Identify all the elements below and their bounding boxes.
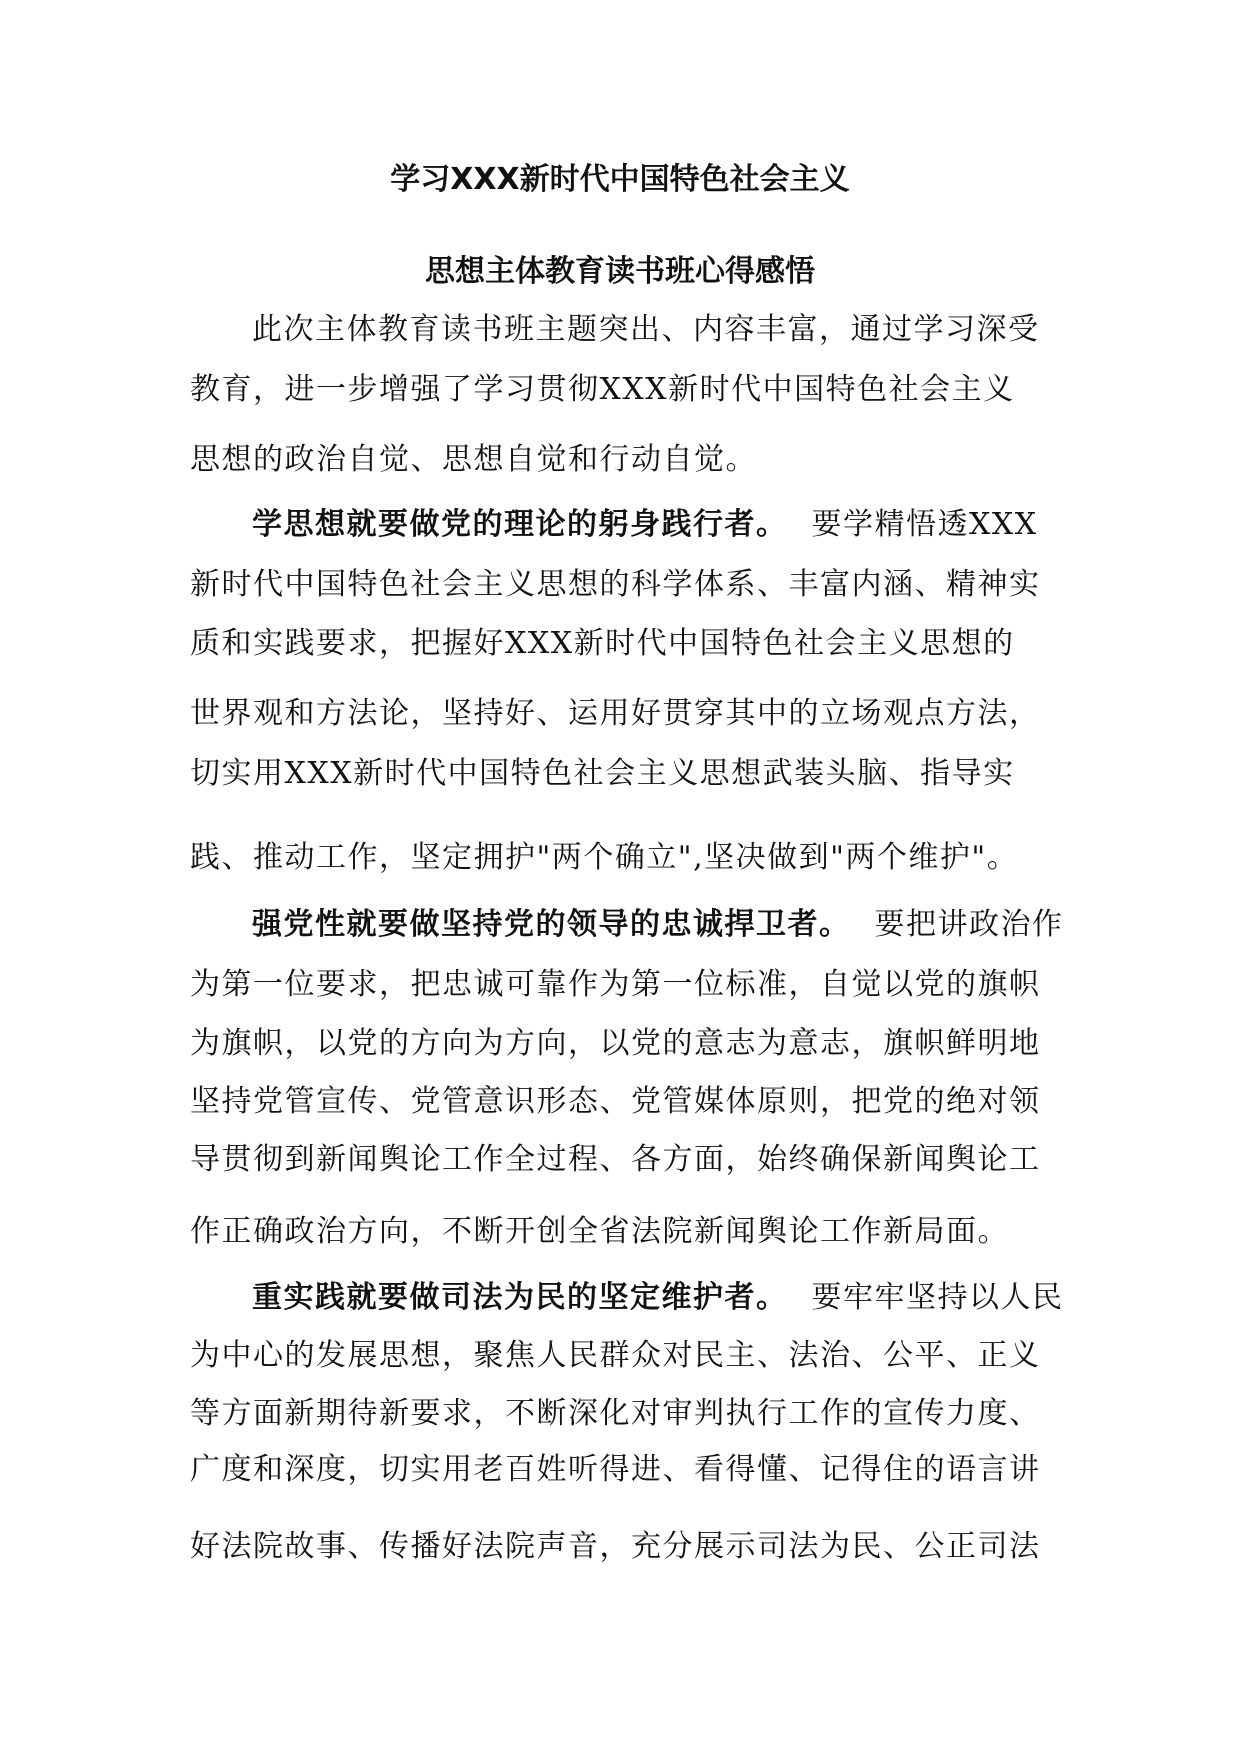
section-2-line-2: 为第一位要求，把忠诚可靠作为第一位标准，自觉以党的旗帜 <box>190 967 1041 1002</box>
title-line-1: 学习XXX新时代中国特色社会主义 <box>390 162 850 197</box>
section-3-heading: 重实践就要做司法为民的坚定维护者。 <box>252 1280 788 1315</box>
section-3-line-5: 好法院故事、传播好法院声音，充分展示司法为民、公正司法 <box>190 1529 1041 1564</box>
section-2-line-4: 坚持党管宣传、党管意识形态、党管媒体原则，把党的绝对领 <box>190 1084 1041 1119</box>
section-1-line-4: 世界观和方法论，坚持好、运用好贯穿其中的立场观点方法， <box>190 696 1041 731</box>
section-1-first-line <box>252 505 1038 545</box>
section-1-heading: 学思想就要做党的理论的躬身践行者。 <box>252 507 788 542</box>
section-3-line-4: 广度和深度，切实用老百姓听得进、看得懂、记得住的语言讲 <box>190 1452 1041 1487</box>
section-2-first-text: 要把讲政治作 <box>874 907 1064 942</box>
intro-line-2: 教育，进一步增强了学习贯彻XXX新时代中国特色社会主义 <box>190 372 1015 407</box>
section-2-first-line <box>252 905 1064 945</box>
section-1-line-2: 新时代中国特色社会主义思想的科学体系、丰富内涵、精神实 <box>190 567 1041 602</box>
section-3-line-2: 为中心的发展思想，聚焦人民群众对民主、法治、公平、正义 <box>190 1338 1041 1373</box>
section-2-heading: 强党性就要做坚持党的领导的忠诚捍卫者。 <box>252 907 851 942</box>
section-2-line-5: 导贯彻到新闻舆论工作全过程、各方面，始终确保新闻舆论工 <box>190 1142 1041 1177</box>
section-1-first-text: 要学精悟透XXX <box>811 507 1038 542</box>
intro-line-3: 思想的政治自觉、思想自觉和行动自觉。 <box>190 442 757 477</box>
intro-line-1: 此次主体教育读书班主题突出、内容丰富，通过学习深受 <box>252 312 1040 347</box>
section-1-line-3: 质和实践要求，把握好XXX新时代中国特色社会主义思想的 <box>190 626 1015 661</box>
title-line-2: 思想主体教育读书班心得感悟 <box>425 254 815 289</box>
section-2-line-6: 作正确政治方向，不断开创全省法院新闻舆论工作新局面。 <box>190 1214 1009 1249</box>
section-3-line-3: 等方面新期待新要求，不断深化对审判执行工作的宣传力度、 <box>190 1396 1041 1431</box>
section-3-first-text: 要牢牢坚持以人民 <box>811 1280 1064 1315</box>
section-3-first-line <box>252 1278 1064 1318</box>
section-1-line-6: 践、推动工作，坚定拥护"两个确立",坚决做到"两个维护"。 <box>190 840 1019 875</box>
section-2-line-3: 为旗帜，以党的方向为方向，以党的意志为意志，旗帜鲜明地 <box>190 1026 1041 1061</box>
section-1-line-5: 切实用XXX新时代中国特色社会主义思想武装头脑、指导实 <box>190 756 1015 791</box>
